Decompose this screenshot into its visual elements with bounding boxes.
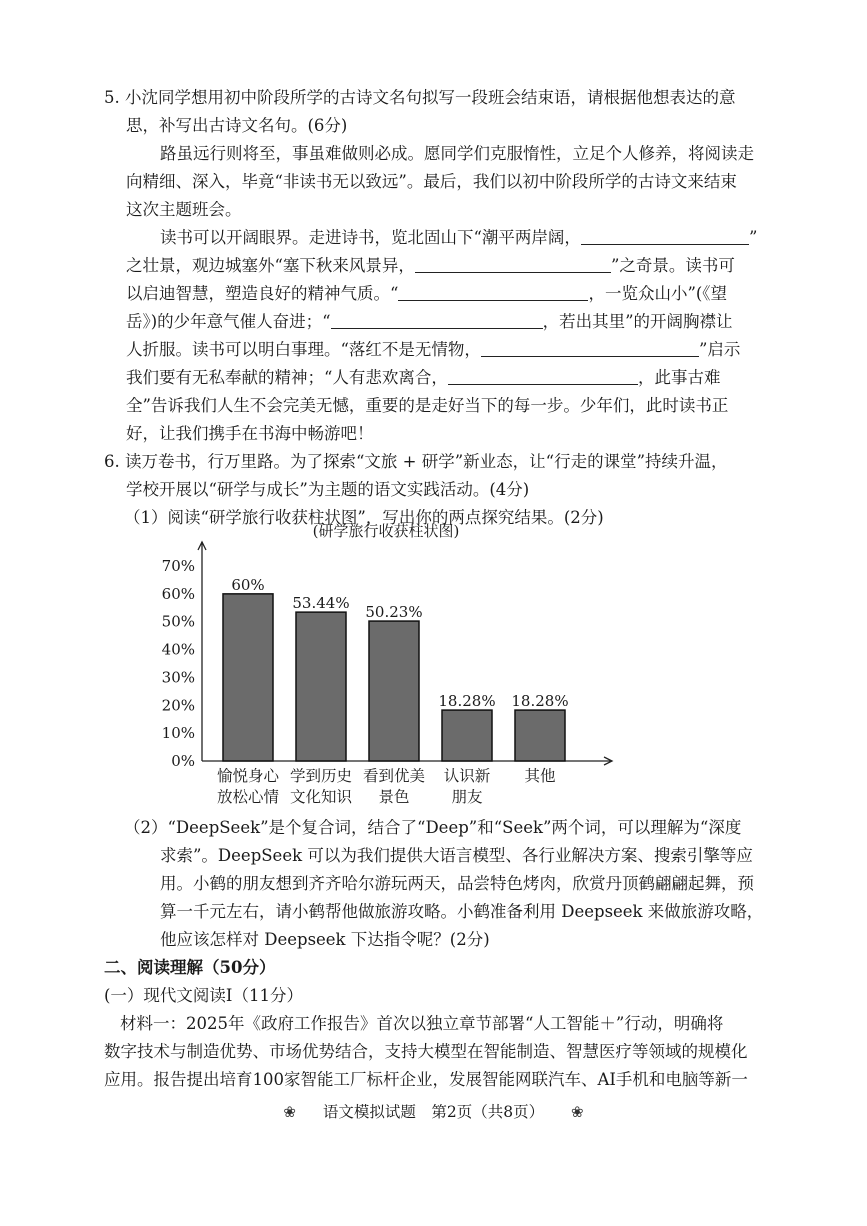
- flower-ornament-icon: ❀: [283, 1103, 296, 1121]
- bar: [515, 710, 565, 761]
- q6-sub1: （1）阅读“研学旅行收获柱状图”，写出你的两点探究结果。(2分): [124, 508, 604, 527]
- answer-blank-6[interactable]: [448, 366, 638, 385]
- q5-prompt-line2: 思，补写出古诗文名句。(6分): [126, 116, 348, 135]
- x-category-label: 朋友: [451, 788, 483, 806]
- bar: [296, 612, 346, 761]
- section-heading: 二、阅读理解（50分）: [104, 958, 276, 977]
- answer-blank-2[interactable]: [415, 254, 611, 273]
- flower-ornament-icon: ❀: [571, 1103, 584, 1121]
- x-category-label: 文化知识: [289, 788, 353, 806]
- q5-text: ”启示: [698, 340, 741, 359]
- material-line: 应用。报告提出培育100家智能工厂标杆企业，发展智能网联汽车、AI手机和电脑等新一: [104, 1070, 748, 1089]
- bar-value-label: 60%: [231, 575, 265, 594]
- x-category-label: 学到历史: [289, 767, 353, 785]
- q5-text: 岳》)的少年意气催人奋进；“: [126, 312, 331, 331]
- q5-text: 我们要有无私奉献的精神；“人有悲欢离合，: [126, 368, 448, 387]
- x-category-label: 看到优美: [362, 767, 426, 785]
- y-tick-label: 10%: [161, 724, 195, 743]
- y-tick-label: 20%: [161, 696, 195, 715]
- bar-value-label: 18.28%: [438, 692, 496, 711]
- bar-value-label: 18.28%: [511, 692, 569, 711]
- q6-prompt-line1: 6. 读万卷书，行万里路。为了探索“文旅 + 研学”新业态，让“行走的课堂”持续升温，: [104, 452, 728, 471]
- q5-fill-line-3: [126, 280, 727, 308]
- x-category-label: 其他: [524, 767, 556, 785]
- q5-text: ，一览众山小”(《望: [588, 284, 728, 303]
- q6-sub2-line: 他应该怎样对 Deepseek 下达指令呢？(2分): [160, 930, 490, 949]
- chart-title: (研学旅行收获柱状图): [312, 522, 460, 540]
- q5-prompt-line1: 5. 小沈同学想用初中阶段所学的古诗文名句拟写一段班会结束语，请根据他想表达的意: [104, 88, 736, 107]
- q6-sub2-line: 求索”。DeepSeek 可以为我们提供大语言模型、各行业解决方案、搜索引擎等应: [160, 846, 753, 865]
- y-tick-label: 30%: [161, 668, 195, 687]
- y-tick-label: 70%: [161, 557, 195, 575]
- q5-text: ，若出其里”的开阔胸襟让: [542, 312, 733, 331]
- page-footer: [0, 1098, 867, 1126]
- q6-sub2-line: 用。小鹤的朋友想到齐齐哈尔游玩两天，品尝特色烤肉，欣赏丹顶鹤翩翩起舞，预: [160, 874, 754, 893]
- q5-fill-line-2: [126, 252, 735, 280]
- q5-text-line: 全”告诉我们人生不会完美无憾，重要的是走好当下的每一步。少年们，此时读书正: [126, 396, 729, 415]
- subsection-heading: (一）现代文阅读Ⅰ（11分）: [104, 986, 303, 1005]
- material-line: 数字技术与制造优势、市场优势结合，支持大模型在智能制造、智慧医疗等领域的规模化: [104, 1042, 748, 1061]
- q6-prompt-line2: 学校开展以“研学与成长”为主题的语文实践活动。(4分): [126, 480, 530, 499]
- x-category-label: 景色: [378, 788, 410, 806]
- q5-text: ，此事古难: [637, 368, 721, 387]
- q5-paragraph-line: 这次主题班会。: [126, 200, 242, 219]
- q5-text: 人折服。读书可以明白事理。“落红不是无情物，: [126, 340, 481, 359]
- bar: [442, 710, 492, 761]
- y-tick-label: 60%: [161, 584, 195, 603]
- q5-text: 以启迪智慧，塑造良好的精神气质。“: [126, 284, 399, 303]
- q5-fill-line-4: [126, 308, 733, 336]
- bar-chart: [150, 520, 630, 815]
- x-category-label: 愉悦身心: [216, 767, 280, 785]
- x-category-label: 认识新: [443, 767, 491, 785]
- q5-paragraph-line: 向精细、深入，毕竟“非读书无以致远”。最后，我们以初中阶段所学的古诗文来结束: [126, 172, 737, 191]
- q5-text-line: 好，让我们携手在书海中畅游吧！: [126, 424, 374, 443]
- answer-blank-4[interactable]: [331, 310, 543, 329]
- answer-blank-1[interactable]: [581, 226, 749, 245]
- material-line: 材料一：2025年《政府工作报告》首次以独立章节部署“人工智能＋”行动，明确将: [120, 1014, 724, 1033]
- x-category-label: 放松心情: [216, 788, 280, 806]
- q5-text: ”: [748, 228, 758, 247]
- q5-fill-line-5: [126, 336, 740, 364]
- bar: [223, 594, 273, 761]
- q5-fill-line-1: [160, 224, 757, 252]
- footer-text: 语文模拟试题 第2页（共8页）: [322, 1103, 545, 1121]
- q6-sub2-line: 算一千元左右，请小鹤帮他做旅游攻略。小鹤准备利用 Deepseek 来做旅游攻略，: [160, 902, 764, 921]
- answer-blank-3[interactable]: [398, 282, 588, 301]
- answer-blank-5[interactable]: [481, 338, 699, 357]
- y-tick-label: 0%: [171, 752, 195, 770]
- y-tick-label: 40%: [161, 640, 195, 659]
- q5-paragraph-line: 路虽远行则将至，事虽难做则必成。愿同学们克服惰性，立足个人修养，将阅读走: [160, 144, 754, 163]
- q5-text: ”之奇景。读书可: [610, 256, 735, 275]
- q6-sub2-line: （2）“DeepSeek”是个复合词，结合了“Deep”和“Seek”两个词，可以理解为“深度: [124, 818, 742, 837]
- bar-value-label: 50.23%: [365, 603, 423, 622]
- bar-value-label: 53.44%: [292, 594, 350, 613]
- bar: [369, 621, 419, 761]
- q5-text: 读书可以开阔眼界。走进诗书，览北固山下“潮平两岸阔，: [160, 228, 581, 247]
- y-tick-label: 50%: [161, 612, 195, 631]
- q5-fill-line-6: [126, 364, 720, 392]
- q5-text: 之壮景，观边城塞外“塞下秋来风景异，: [126, 256, 415, 275]
